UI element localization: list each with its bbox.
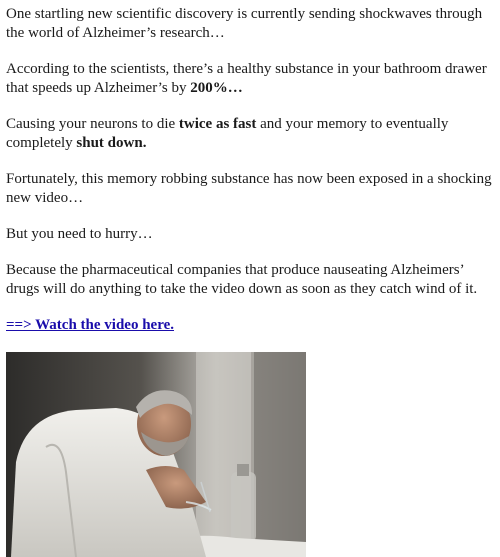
paragraph-hurry: But you need to hurry…: [6, 226, 153, 242]
paragraph-exposed: Fortunately, this memory robbing substance has now been exposed in a shocking new video…: [6, 171, 492, 206]
substance-percent: 200%…: [190, 80, 243, 96]
neurons-text-start: Causing your neurons to die: [6, 116, 179, 132]
watch-video-link[interactable]: ==> Watch the video here.: [6, 317, 174, 333]
substance-text: According to the scientists, there’s a healthy substance in your bathroom drawer that speeds up Alzheimer’s by: [6, 61, 487, 96]
paragraph-substance: [6, 60, 494, 98]
paragraph-pharma: Because the pharmaceutical companies that produce nauseating Alzheimers’ drugs will do anything to take the video down as soon as they catch wind of it.: [6, 262, 478, 297]
man-washing-face-image[interactable]: [6, 352, 306, 557]
cta-paragraph: [6, 316, 494, 335]
neurons-bold-fast: twice as fast: [178, 116, 257, 132]
paragraph-discovery: One startling new scientific discovery is currently sending shockwaves through the world of Alzheimer’s research…: [6, 6, 483, 41]
neurons-text-mid: and your memory to eventually completely: [6, 116, 449, 151]
neurons-bold-shutdown: shut down.: [76, 135, 147, 151]
paragraph-neurons: [6, 115, 494, 153]
